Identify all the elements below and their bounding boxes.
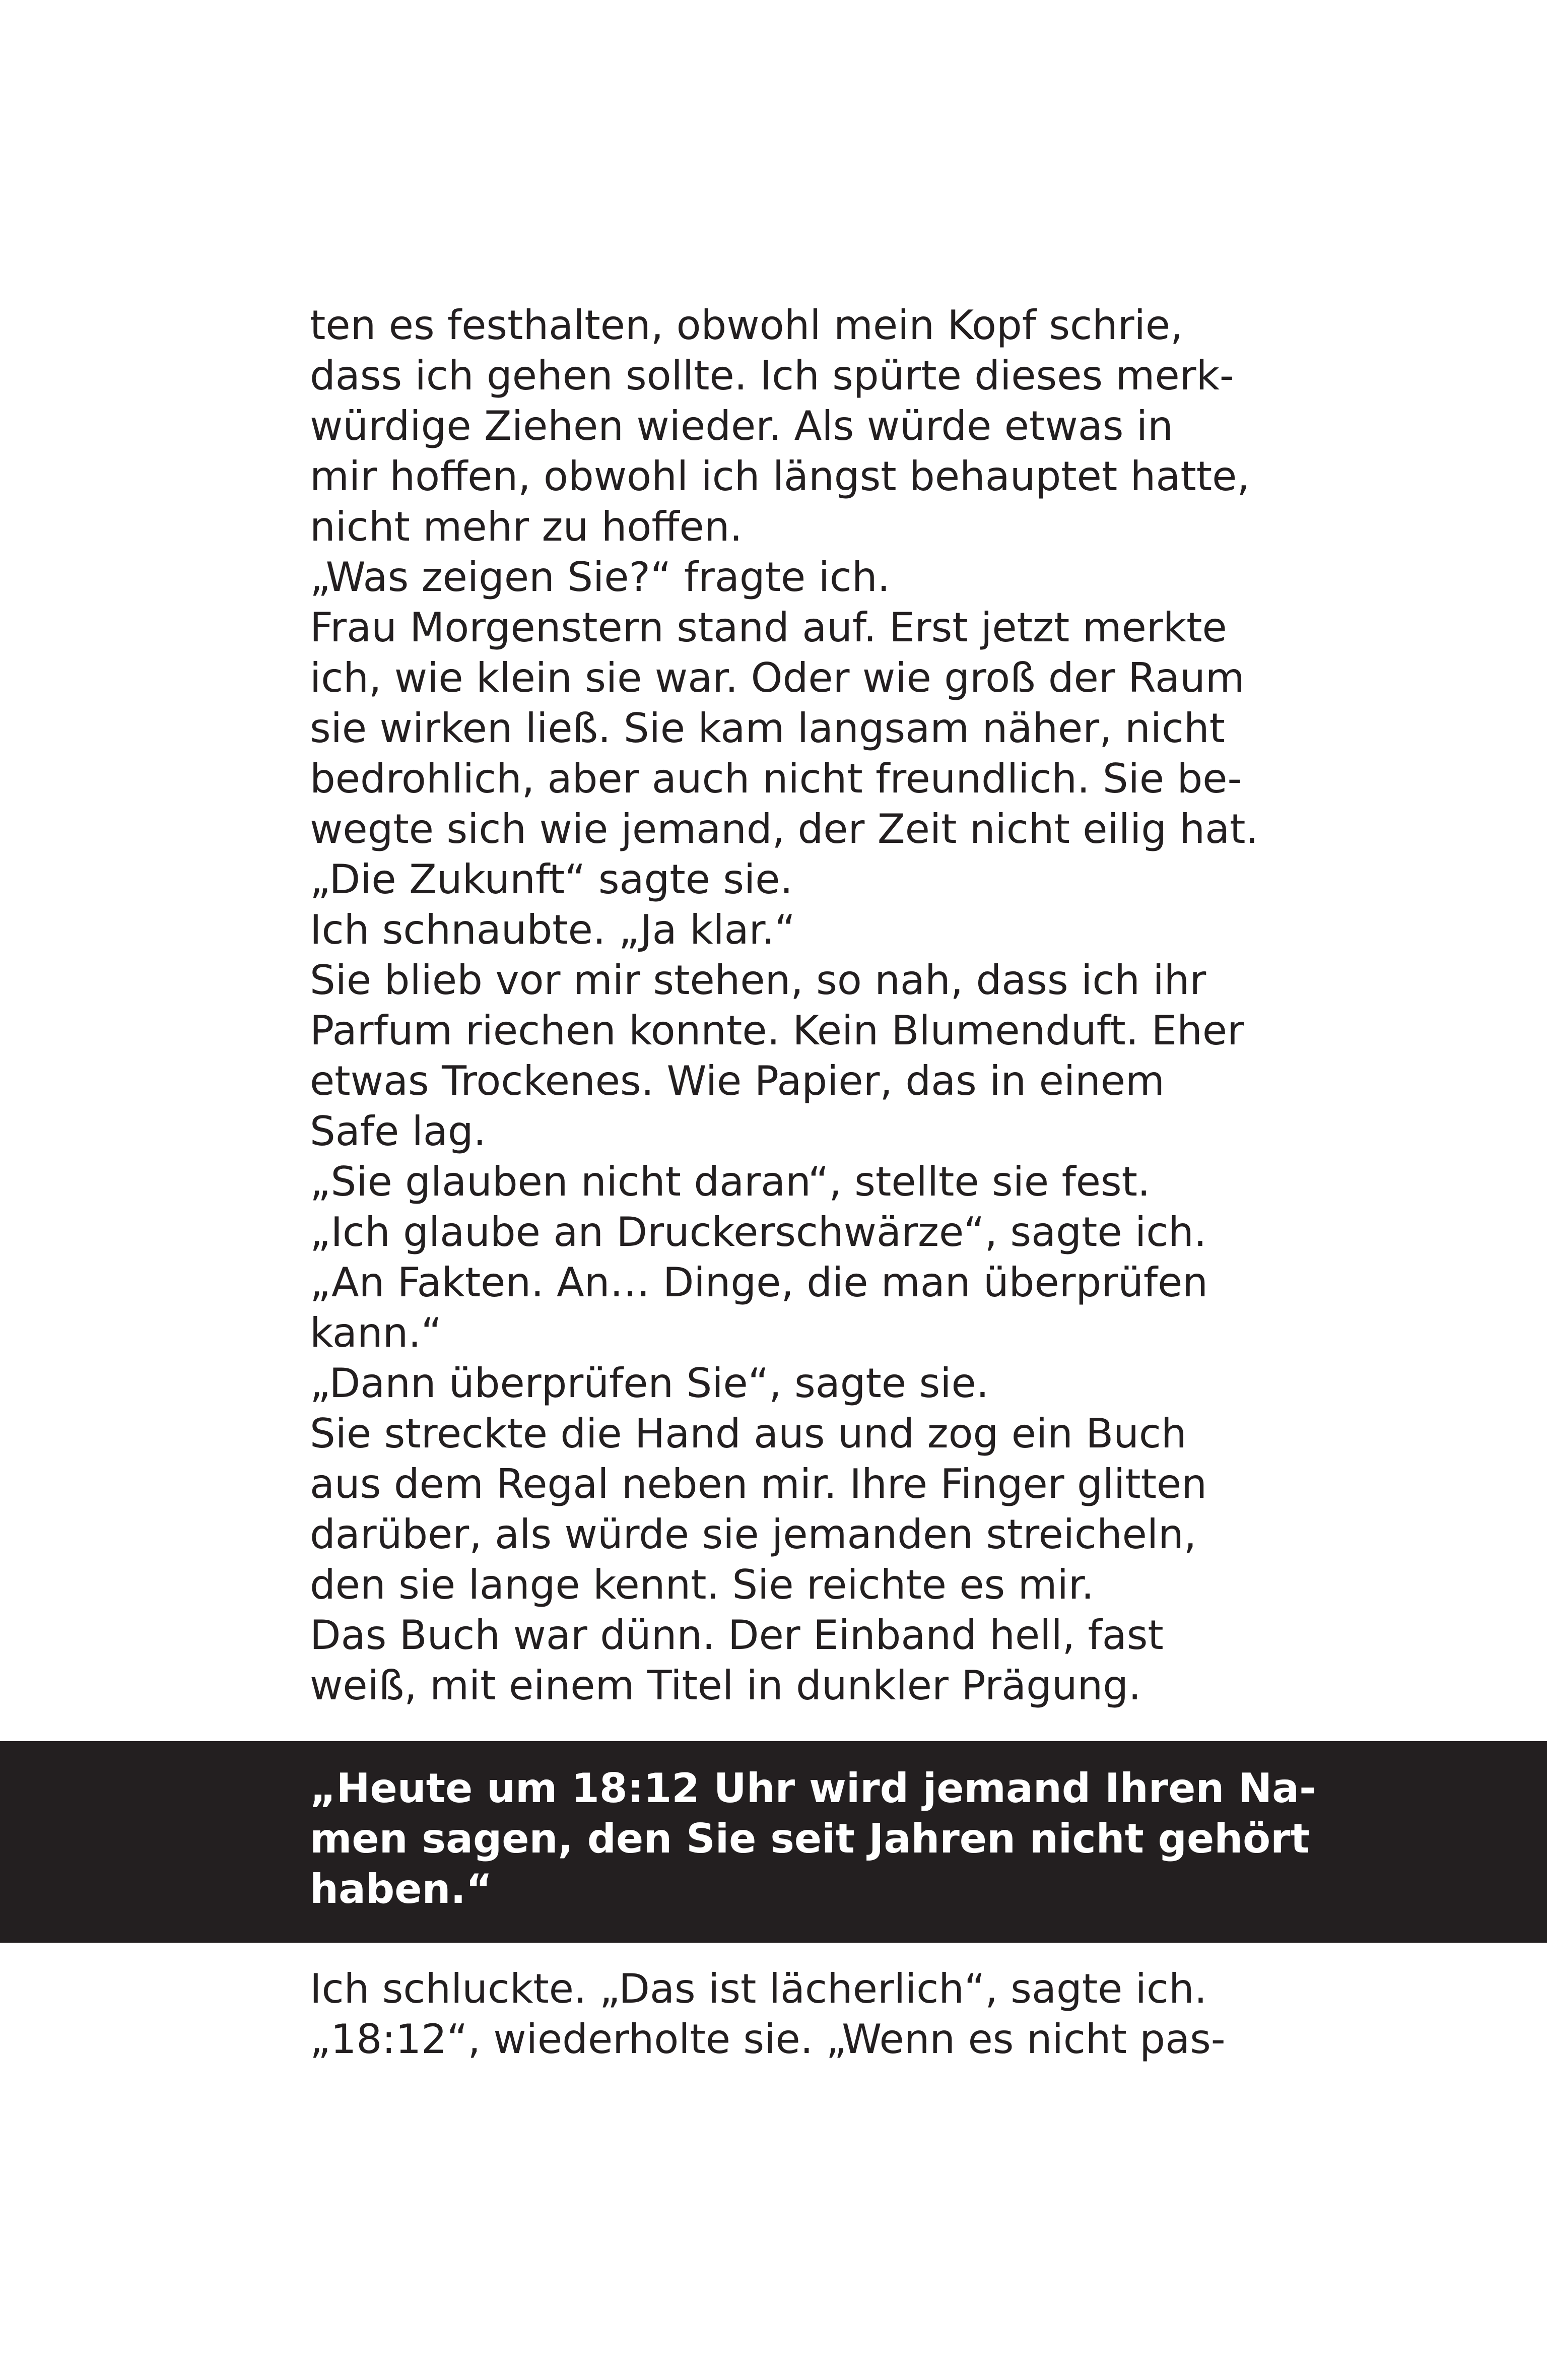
text-line: Safe lag. [310,1108,487,1155]
quote-line: haben.“ [310,1866,493,1912]
text-line: Ich schnaubte. „Ja klar.“ [310,906,796,953]
highlighted-quote-box [0,1741,1547,1943]
text-line: ich, wie klein sie war. Oder wie groß der Raum [310,654,1245,701]
text-line: Parfum riechen konnte. Kein Blumenduft. Eher [310,1007,1244,1054]
text-line: aus dem Regal neben mir. Ihre Finger glitten [310,1461,1207,1507]
text-line: den sie lange kennt. Sie reichte es mir. [310,1561,1094,1608]
text-line: „Was zeigen Sie?“ fragte ich. [310,554,891,601]
quote-line: „Heute um 18:12 Uhr wird jemand Ihren Na- [310,1765,1316,1812]
text-line: „Die Zukunft“ sagte sie. [310,856,793,903]
text-line: mir hoffen, obwohl ich längst behauptet hatte, [310,453,1250,500]
text-line: darüber, als würde sie jemanden streicheln, [310,1511,1197,1558]
text-line: „An Fakten. An… Dinge, die man überprüfen [310,1259,1208,1306]
text-line: „Ich glaube an Druckerschwärze“, sagte ich. [310,1209,1207,1255]
text-line: Sie blieb vor mir stehen, so nah, dass ich ihr [310,957,1206,1004]
quote-text [310,1763,1316,1914]
text-line: bedrohlich, aber auch nicht freundlich. Sie be- [310,755,1242,802]
text-line: „18:12“, wiederholte sie. „Wenn es nicht pas- [310,2016,1226,2063]
text-line: „Dann überprüfen Sie“, sagte sie. [310,1360,989,1407]
text-line: weiß, mit einem Titel in dunkler Prägung. [310,1662,1141,1709]
text-line: sie wirken ließ. Sie kam langsam näher, nicht [310,705,1225,752]
text-line: würdige Ziehen wieder. Als würde etwas in [310,403,1173,449]
text-line: „Sie glauben nicht daran“, stellte sie fest. [310,1158,1151,1205]
text-line: Frau Morgenstern stand auf. Erst jetzt merkte [310,604,1227,651]
text-line: kann.“ [310,1309,442,1356]
text-line: Ich schluckte. „Das ist lächerlich“, sagte ich. [310,1965,1207,2012]
body-text [310,300,1258,1711]
text-line: ten es festhalten, obwohl mein Kopf schrie, [310,302,1183,349]
text-line: Das Buch war dünn. Der Einband hell, fast [310,1612,1164,1659]
text-line: nicht mehr zu hoffen. [310,503,743,550]
quote-line: men sagen, den Sie seit Jahren nicht gehört [310,1815,1310,1862]
text-line: wegte sich wie jemand, der Zeit nicht eilig hat. [310,806,1258,852]
body-text-continued [310,1964,1247,2065]
text-line: dass ich gehen sollte. Ich spürte dieses merk- [310,352,1234,399]
text-line: etwas Trockenes. Wie Papier, das in einem [310,1057,1165,1104]
text-line: Sie streckte die Hand aus und zog ein Buch [310,1410,1187,1457]
